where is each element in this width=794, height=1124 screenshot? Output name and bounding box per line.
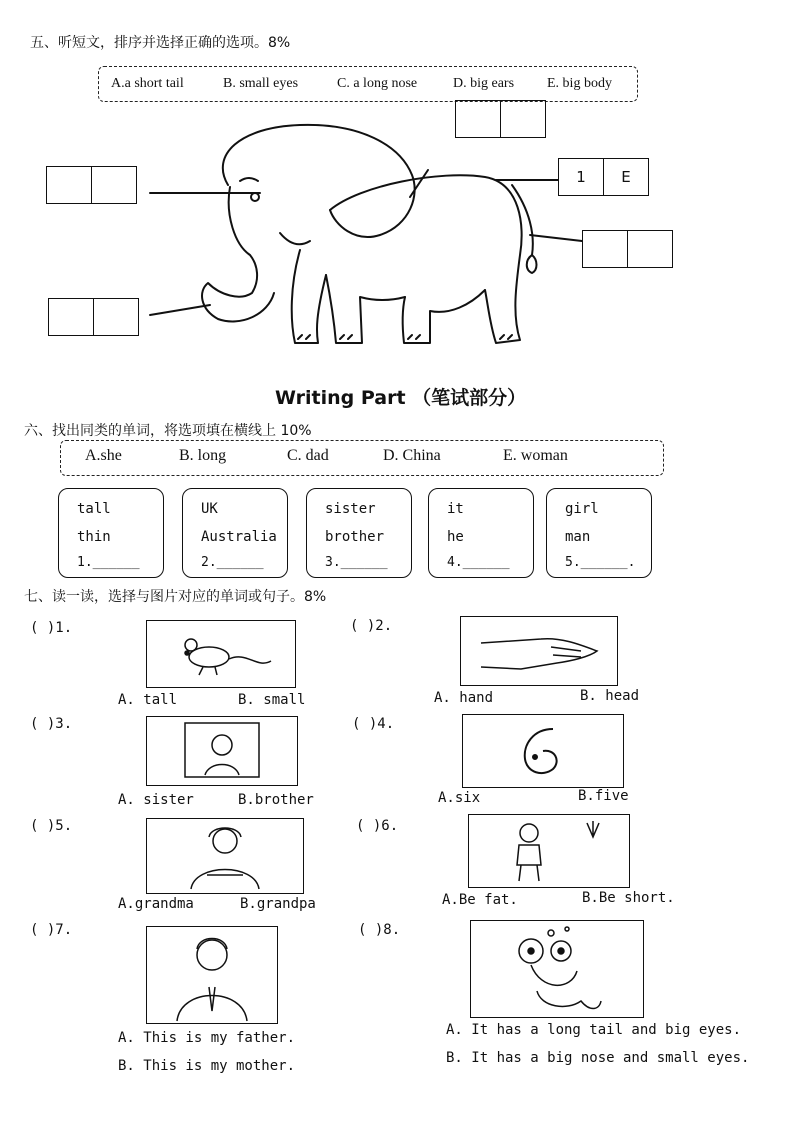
q4-option-b[interactable]: B.five: [578, 788, 629, 804]
elephant-illustration: [140, 115, 590, 365]
q4-option-a[interactable]: A.six: [438, 790, 481, 806]
q1-option-b[interactable]: B. small: [238, 692, 306, 708]
q7-option-b[interactable]: B. This is my mother.: [118, 1058, 296, 1074]
word-card-1: [58, 488, 164, 578]
section5-heading: 五、听短文，排序并选择正确的选项。8%: [30, 35, 291, 51]
s6-option-c: C. dad: [287, 447, 329, 464]
card-blank[interactable]: 5.______.: [565, 555, 636, 570]
question-5-number[interactable]: ( )5.: [30, 818, 73, 834]
picture-short-boy: [468, 814, 630, 888]
q7-option-a[interactable]: A. This is my father.: [118, 1030, 296, 1046]
question-2-number[interactable]: ( )2.: [350, 618, 393, 634]
mouse-icon: [147, 621, 295, 687]
picture-number-six: [462, 714, 624, 788]
card-word: man: [565, 529, 591, 545]
card-word: it: [447, 501, 464, 517]
question-6-number[interactable]: ( )6.: [356, 818, 399, 834]
short-boy-icon: [469, 815, 629, 887]
answer-box-left-lower[interactable]: [48, 298, 139, 336]
question-7-number[interactable]: ( )7.: [30, 922, 73, 938]
word-card-5: [546, 488, 652, 578]
q5-option-b[interactable]: B.grandpa: [240, 896, 316, 912]
answer-cell[interactable]: [93, 299, 138, 335]
answer-cell[interactable]: [91, 167, 136, 203]
q2-option-b[interactable]: B. head: [580, 688, 640, 704]
q8-option-a[interactable]: A. It has a long tail and big eyes.: [446, 1022, 742, 1038]
answer-cell[interactable]: [627, 231, 672, 267]
section6-heading: 六、找出同类的单词，将选项填在横线上 10%: [24, 423, 312, 439]
s5-option-d: D. big ears: [453, 76, 515, 91]
q3-option-b[interactable]: B.brother: [238, 792, 314, 808]
s6-option-d: D. China: [383, 447, 441, 464]
section6-options-box: [60, 440, 664, 476]
card-word: UK: [201, 501, 218, 517]
picture-father: [146, 926, 278, 1024]
s6-option-e: E. woman: [503, 447, 568, 464]
s6-option-b: B. long: [179, 447, 227, 464]
father-icon: [147, 927, 277, 1023]
answer-cell[interactable]: E: [603, 159, 648, 195]
card-word: Australia: [201, 529, 277, 545]
answer-cell[interactable]: 1: [576, 168, 586, 186]
card-blank[interactable]: 2.______: [201, 555, 264, 570]
answer-box-left-upper[interactable]: [46, 166, 137, 204]
q5-option-a[interactable]: A.grandma: [118, 896, 194, 912]
word-card-2: [182, 488, 288, 578]
goldfish-icon: [471, 921, 643, 1017]
question-1-number[interactable]: ( )1.: [30, 620, 73, 636]
s6-option-a: A.she: [85, 447, 122, 464]
picture-grandma: [146, 818, 304, 894]
picture-boy-portrait: [146, 716, 298, 786]
picture-goldfish: [470, 920, 644, 1018]
q6-option-b[interactable]: B.Be short.: [582, 890, 675, 906]
word-card-3: [306, 488, 412, 578]
card-word: tall: [77, 501, 111, 517]
answer-cell[interactable]: [49, 299, 93, 335]
picture-hand: [460, 616, 618, 686]
q6-option-a[interactable]: A.Be fat.: [442, 892, 518, 908]
word-card-4: [428, 488, 534, 578]
card-word: girl: [565, 501, 599, 517]
question-3-number[interactable]: ( )3.: [30, 716, 73, 732]
card-word: he: [447, 529, 464, 545]
s5-option-a: A.a short tail: [111, 76, 184, 91]
card-word: sister: [325, 501, 376, 517]
section5-options-box: [98, 66, 638, 102]
section7-heading: 七、读一读，选择与图片对应的单词或句子。8%: [24, 589, 327, 605]
answer-cell[interactable]: [47, 167, 91, 203]
q8-option-b[interactable]: B. It has a big nose and small eyes.: [446, 1050, 750, 1066]
question-8-number[interactable]: ( )8.: [358, 922, 401, 938]
q3-option-a[interactable]: A. sister: [118, 792, 194, 808]
card-word: thin: [77, 529, 111, 545]
card-word: brother: [325, 529, 385, 545]
answer-box-right-lower[interactable]: [582, 230, 673, 268]
writing-part-title: Writing Part （笔试部分）: [275, 387, 527, 409]
q2-option-a[interactable]: A. hand: [434, 690, 494, 706]
s5-option-e: E. big body: [547, 76, 612, 91]
hand-icon: [461, 617, 617, 685]
q1-option-a[interactable]: A. tall: [118, 692, 178, 708]
s5-option-c: C. a long nose: [337, 76, 418, 91]
number-six-icon: [463, 715, 623, 787]
question-4-number[interactable]: ( )4.: [352, 716, 395, 732]
card-blank[interactable]: 1.______: [77, 555, 140, 570]
card-blank[interactable]: 3.______: [325, 555, 388, 570]
s5-option-b: B. small eyes: [223, 76, 299, 91]
portrait-icon: [147, 717, 297, 785]
grandma-icon: [147, 819, 303, 893]
card-blank[interactable]: 4.______: [447, 555, 510, 570]
picture-mouse: [146, 620, 296, 688]
